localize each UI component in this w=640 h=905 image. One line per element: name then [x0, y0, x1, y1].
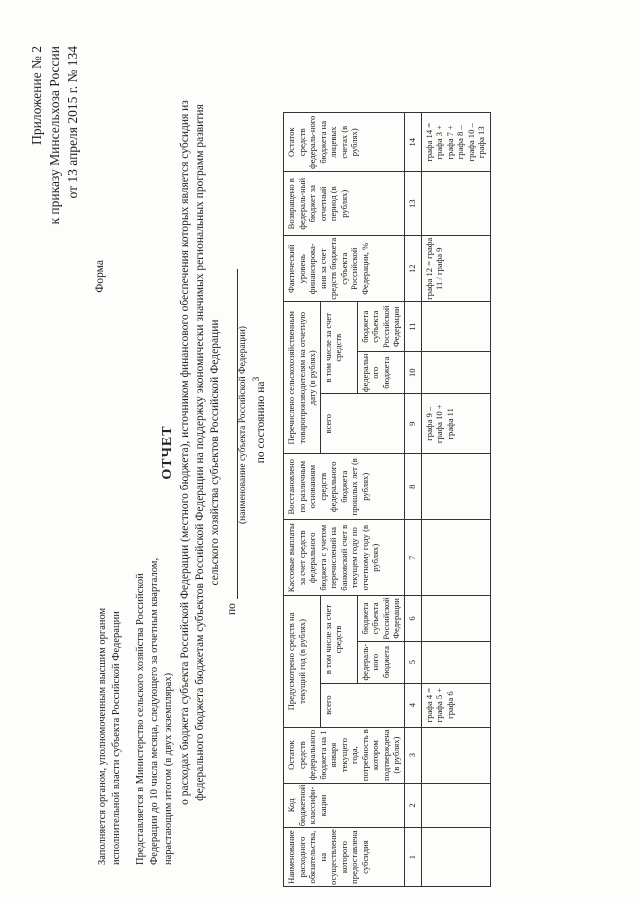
column-number: 6 [404, 596, 421, 641]
fill-note: Заполняется органом, уполномоченным высшим органом исполнительной власти субъекта Российской Федерации [97, 607, 122, 865]
column-number: 5 [404, 641, 421, 683]
appendix-number: Приложение № 2 [29, 46, 44, 145]
column-number: 3 [404, 727, 421, 783]
header-planned-total: всего [320, 683, 404, 727]
header-planned-including: в том числе за счет средств [320, 596, 357, 683]
formula-col4: графа 4 = графа 5 + графа 6 [421, 683, 490, 727]
header-obligation-name: Наименование расходного обязательства, на осуществление которого предоставлена субсидия [284, 828, 405, 887]
header-transferred-including: в том числе за счет средств [320, 302, 357, 394]
column-number: 11 [404, 302, 421, 352]
region-prefix: по [226, 603, 238, 615]
column-number: 13 [404, 172, 421, 236]
header-budget-code: Код бюджетной классифи-кации [284, 783, 405, 828]
appendix-order-date: от 13 апреля 2015 г. № 134 [65, 46, 80, 199]
header-transferred: Перечислено сельскохозяйственным товаропроизводителям на отчетную дату (в рублях) [284, 302, 321, 454]
region-line [225, 269, 238, 615]
column-number: 14 [404, 113, 421, 172]
column-number: 9 [404, 394, 421, 454]
formula-col12: графа 12 = графа 11 / графа 9 [421, 236, 490, 302]
column-number-row [404, 113, 421, 887]
column-number: 8 [404, 454, 421, 520]
header-planned-funds: Предусмотрено средств на текущий год (в рублях) [284, 596, 321, 727]
report-table [283, 112, 491, 887]
table-cell [421, 641, 490, 683]
column-number: 7 [404, 520, 421, 596]
date-label: по состоянию на [254, 381, 267, 464]
column-number: 4 [404, 683, 421, 727]
header-planned-federal: федераль-ного бюджета [357, 641, 404, 683]
column-number: 2 [404, 783, 421, 828]
column-number: 12 [404, 236, 421, 302]
region-name-field [225, 269, 238, 599]
table-cell [421, 596, 490, 641]
table-cell [421, 454, 490, 520]
header-row-1 [284, 113, 321, 887]
table-cell [421, 520, 490, 596]
header-returned: Возвращено в федераль-ный бюджет за отчетный период (в рублях) [284, 172, 405, 236]
region-caption: (наименование субъекта Российской Федерации) [238, 326, 248, 524]
formula-row [421, 113, 490, 887]
table-cell [421, 172, 490, 236]
table-cell [421, 828, 490, 887]
table-cell [421, 727, 490, 783]
header-transferred-total: всего [320, 394, 404, 454]
footnote-marker: 3 [251, 376, 262, 382]
formula-col14: графа 14 = графа 3 + графа 7 + графа 8 – графа 10 – графа 13 [421, 113, 490, 172]
appendix-reference [28, 46, 82, 225]
appendix-order-ref: к приказу Минсельхоза России [47, 46, 62, 225]
header-transferred-regional: бюджета субъекта Российской Федерации [357, 302, 404, 352]
header-transferred-federal: федеральн ого бюджета [357, 352, 404, 394]
header-planned-regional: бюджета субъекта Российской Федерации [357, 596, 404, 641]
report-subtitle: о расходах бюджета субъекта Российской Федерации (местного бюджета), источником финансового обеспечения которых является субсидия из федерального бюджета бюджетам субъектов Российской Федерации на поддержку экономически значимых региональных программ развития сельского хозяйства субъектов Российской Федерации [179, 100, 221, 805]
header-opening-balance: Остаток средств федерального бюджета на 1 января текущего года, потребность в котором подтверждена (в рублях) [284, 727, 405, 783]
header-cash-payments: Кассовые выплаты за счет средств федерального бюджета с учетом перечислений на банковский счет в текущем году по отчетному году (в рублях) [284, 520, 405, 596]
column-number: 10 [404, 352, 421, 394]
header-account-balance: Остаток средств федераль-ного бюджета на лицевых счетах (в рублях) [284, 113, 405, 172]
column-number: 1 [404, 828, 421, 887]
submit-note: Представляется в Министерство сельского хозяйства Российской Федерации до 10 числа месяца, следующего за отчетным кварталом, нарастающим итогом (в двух экземплярах) [135, 557, 174, 865]
date-line [251, 255, 267, 585]
table-cell [421, 302, 490, 352]
formula-col9: графа 9 – графа 10 + графа 11 [421, 394, 490, 454]
header-restored-funds: Восстановлено по различным основаниям средств федерального бюджета прошлых лет (в рублях) [284, 454, 405, 520]
report-title: ОТЧЕТ [160, 425, 175, 480]
header-actual-funding-level: Фактический уровень финансирова-ния за счет средств бюджета субъекта Российской Федерации, % [284, 236, 405, 302]
table-cell [421, 783, 490, 828]
table-cell [421, 352, 490, 394]
form-label: Форма [94, 260, 106, 293]
